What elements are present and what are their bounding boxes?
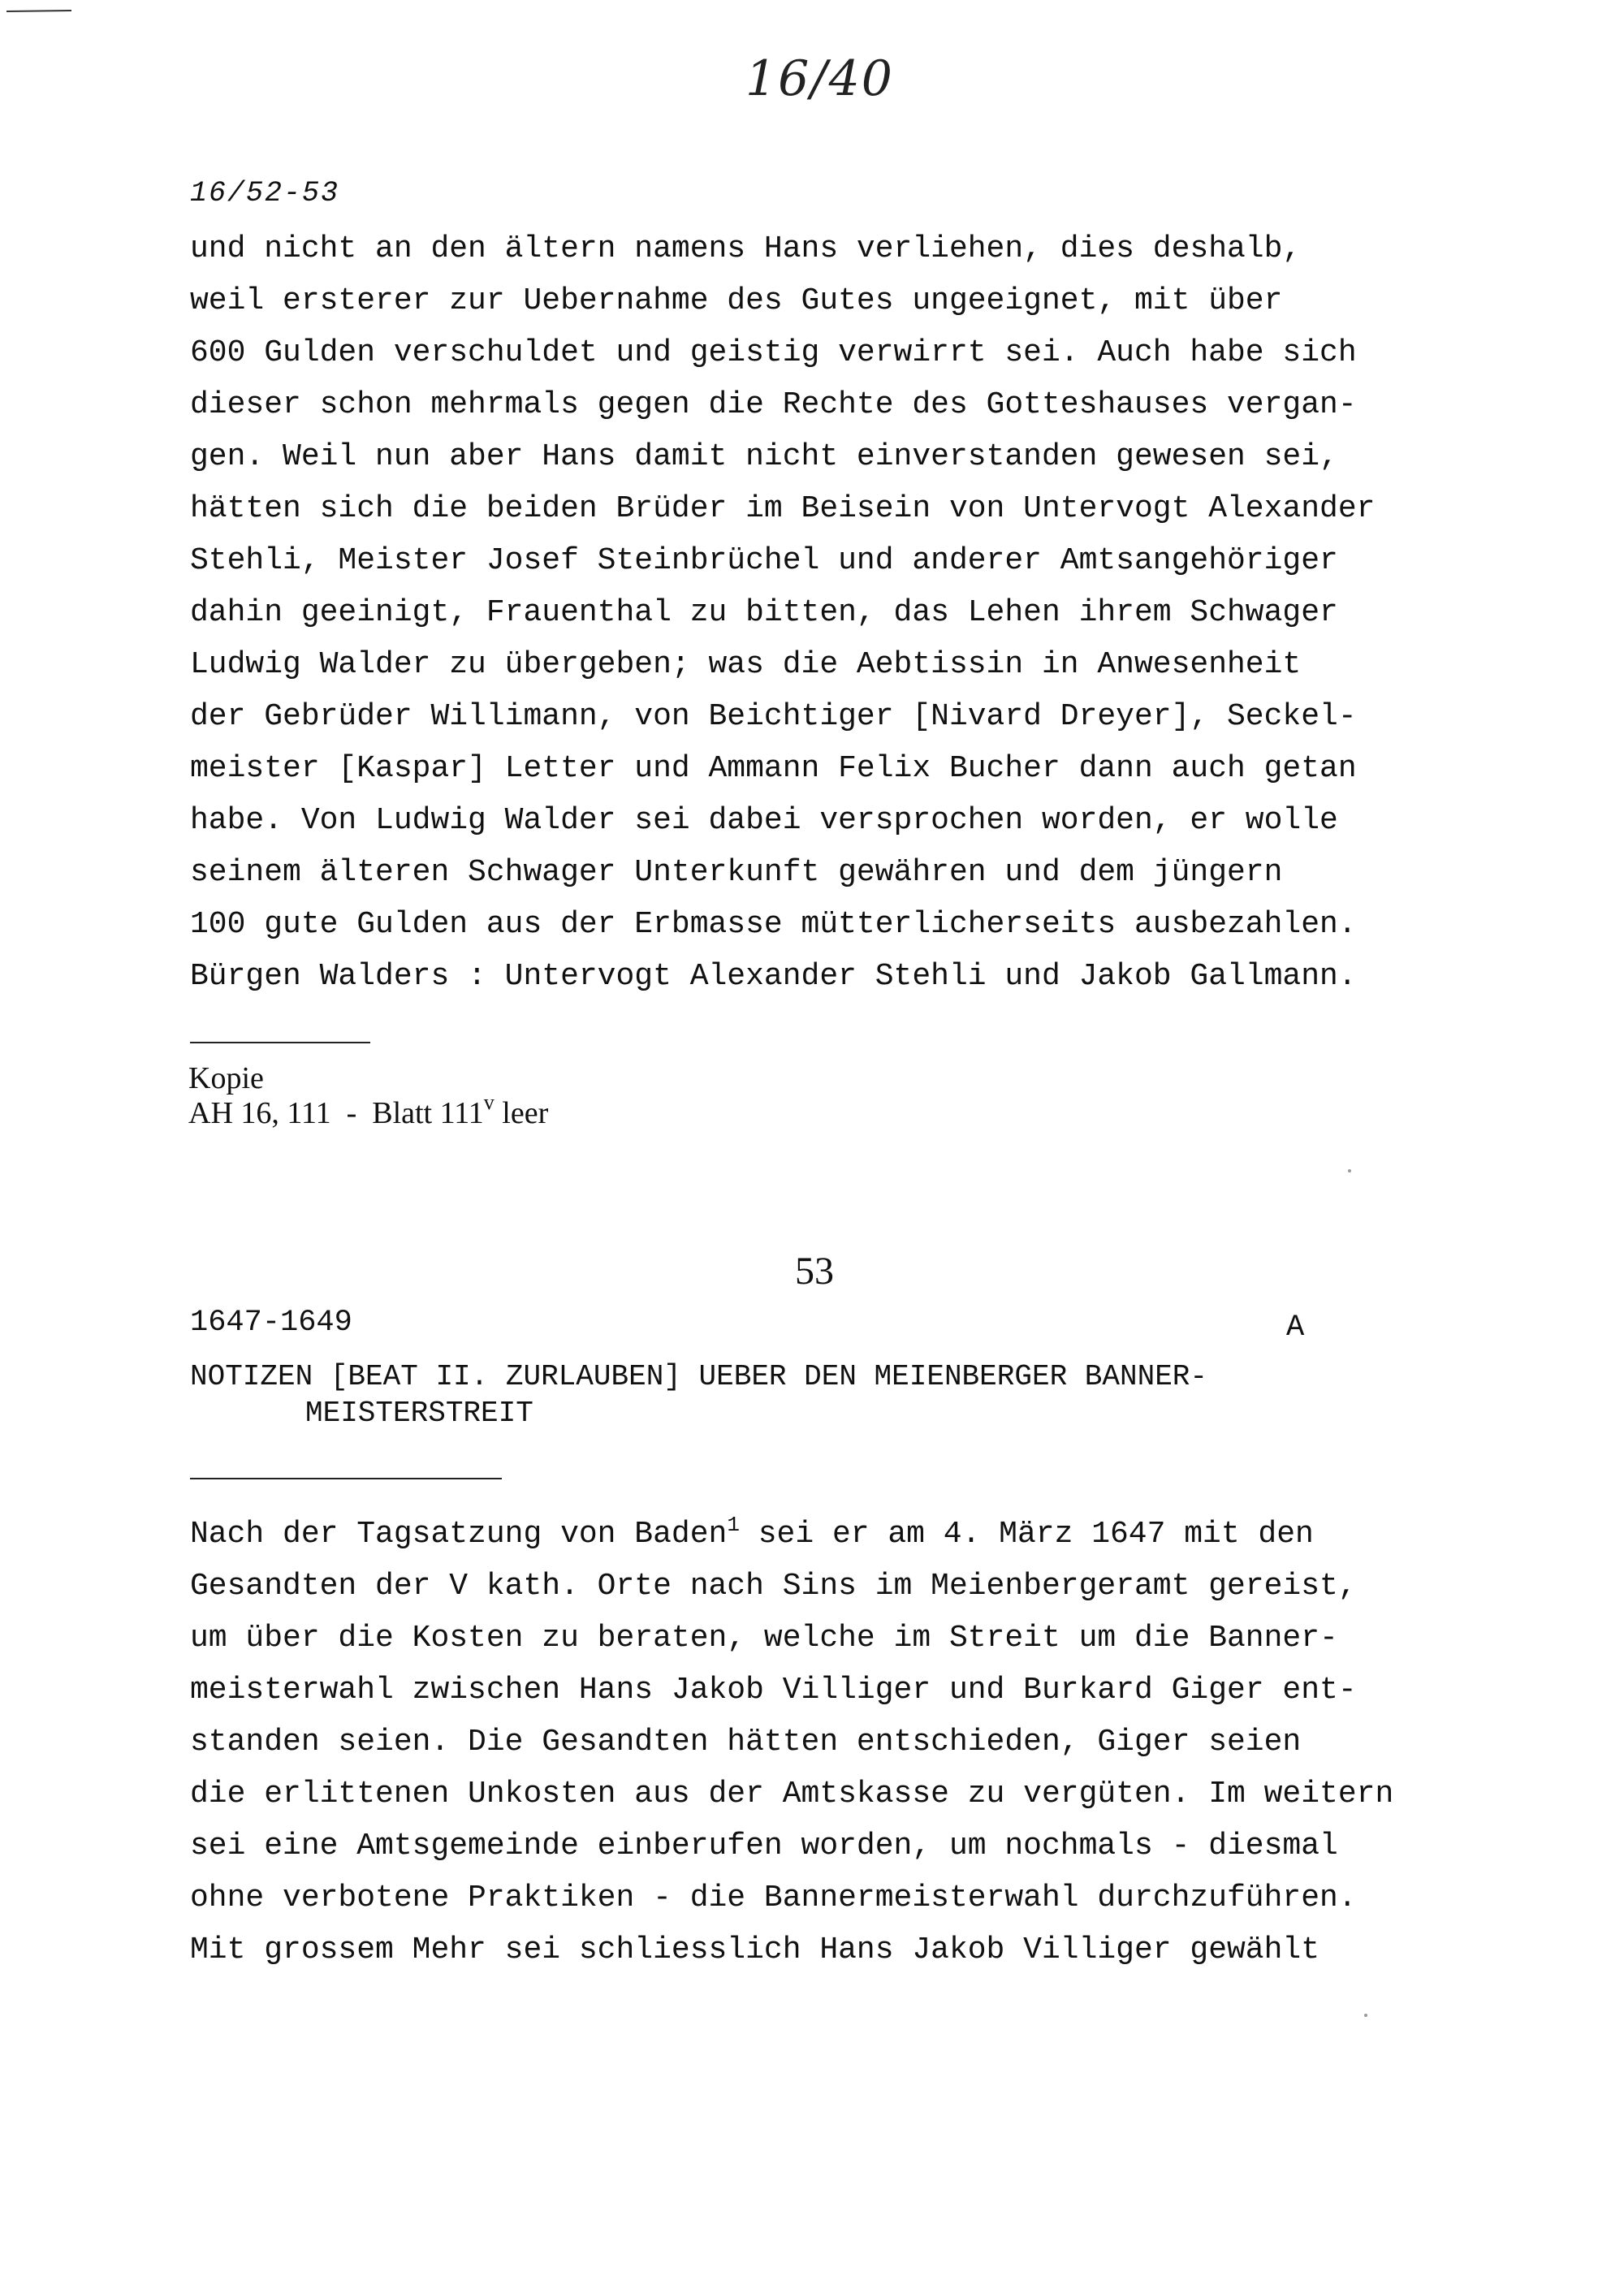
handwritten-page-mark: 16/40 [745, 50, 894, 107]
margin-pencil-mark [6, 10, 71, 13]
paragraph-2-line: Mit grossem Mehr sei schliesslich Hans Jakob Villiger gewählt [190, 1932, 1320, 1967]
paragraph-2-line: meisterwahl zwischen Hans Jakob Villiger und Burkard Giger ent- [190, 1673, 1357, 1708]
paper-speck [1364, 2014, 1367, 2017]
paragraph-2 [190, 1509, 1457, 1976]
document-title-line-1: NOTIZEN [BEAT II. ZURLAUBEN] UEBER DEN MEIENBERGER BANNER- [190, 1360, 1208, 1393]
archive-reference: 16/52-53 [190, 177, 340, 209]
document-number: 53 [795, 1250, 834, 1293]
paragraph-2-line [190, 1509, 1457, 1561]
paragraph-2-line: ohne verbotene Praktiken - die Bannermeisterwahl durchzuführen. [190, 1881, 1357, 1915]
divider-rule [190, 1042, 370, 1043]
paragraph-1-line: seinem älteren Schwager Unterkunft gewähren und dem jüngern [190, 855, 1283, 890]
paragraph-1-line: meister [Kaspar] Letter und Ammann Felix Bucher dann auch getan [190, 751, 1357, 786]
paragraph-1-line: und nicht an den ältern namens Hans verliehen, dies deshalb, [190, 231, 1302, 266]
divider-rule [190, 1478, 502, 1479]
paragraph-1-line: Stehli, Meister Josef Steinbrüchel und anderer Amtsangehöriger [190, 543, 1338, 578]
paragraph-1-line: hätten sich die beiden Brüder im Beisein von Untervogt Alexander [190, 491, 1376, 526]
source-location-end: leer [494, 1096, 549, 1130]
source-location [188, 1090, 549, 1131]
paragraph-1-line: 600 Gulden verschuldet und geistig verwirrt sei. Auch habe sich [190, 335, 1357, 370]
paragraph-1-line: der Gebrüder Willimann, von Beichtiger [Nivard Dreyer], Seckel- [190, 699, 1357, 734]
paragraph-2-line: um über die Kosten zu beraten, welche im Streit um die Banner- [190, 1621, 1338, 1656]
paragraph-1 [190, 223, 1457, 1003]
paragraph-2-line: die erlittenen Unkosten aus der Amtskasse zu vergüten. Im weitern [190, 1777, 1394, 1812]
paragraph-1-line: gen. Weil nun aber Hans damit nicht einverstanden gewesen sei, [190, 439, 1338, 474]
document-title-line-2: MEISTERSTREIT [305, 1397, 533, 1430]
paragraph-1-line: Ludwig Walder zu übergeben; was die Aebtissin in Anwesenheit [190, 647, 1302, 682]
source-location-main: AH 16, 111 - Blatt 111 [188, 1096, 484, 1130]
paragraph-1-line: weil ersterer zur Uebernahme des Gutes ungeeignet, mit über [190, 283, 1283, 318]
paragraph-2-line: sei eine Amtsgemeinde einberufen worden, um nochmals - diesmal [190, 1829, 1338, 1863]
paragraph-1-line: habe. Von Ludwig Walder sei dabei versprochen worden, er wolle [190, 803, 1338, 838]
version-letter: A [1286, 1311, 1305, 1345]
footnote-mark: 1 [727, 1513, 740, 1537]
paragraph-2-line: standen seien. Die Gesandten hätten entschieden, Giger seien [190, 1725, 1302, 1760]
paragraph-1-line: 100 gute Gulden aus der Erbmasse mütterlicherseits ausbezahlen. [190, 907, 1357, 942]
source-type: Kopie [188, 1061, 264, 1095]
paragraph-2-line-start: Nach der Tagsatzung von Baden [190, 1517, 728, 1552]
paragraph-1-line: dieser schon mehrmals gegen die Rechte des Gotteshauses vergan- [190, 387, 1357, 422]
paragraph-1-line: Bürgen Walders : Untervogt Alexander Stehli und Jakob Gallmann. [190, 959, 1357, 994]
paragraph-2-line-end: sei er am 4. März 1647 mit den [739, 1517, 1314, 1552]
document-date: 1647-1649 [190, 1306, 352, 1340]
paper-speck [1348, 1169, 1351, 1172]
paragraph-2-line: Gesandten der V kath. Orte nach Sins im Meienbergeramt gereist, [190, 1569, 1357, 1604]
paragraph-1-line: dahin geeinigt, Frauenthal zu bitten, das Lehen ihrem Schwager [190, 595, 1338, 630]
verso-mark: v [483, 1090, 495, 1114]
